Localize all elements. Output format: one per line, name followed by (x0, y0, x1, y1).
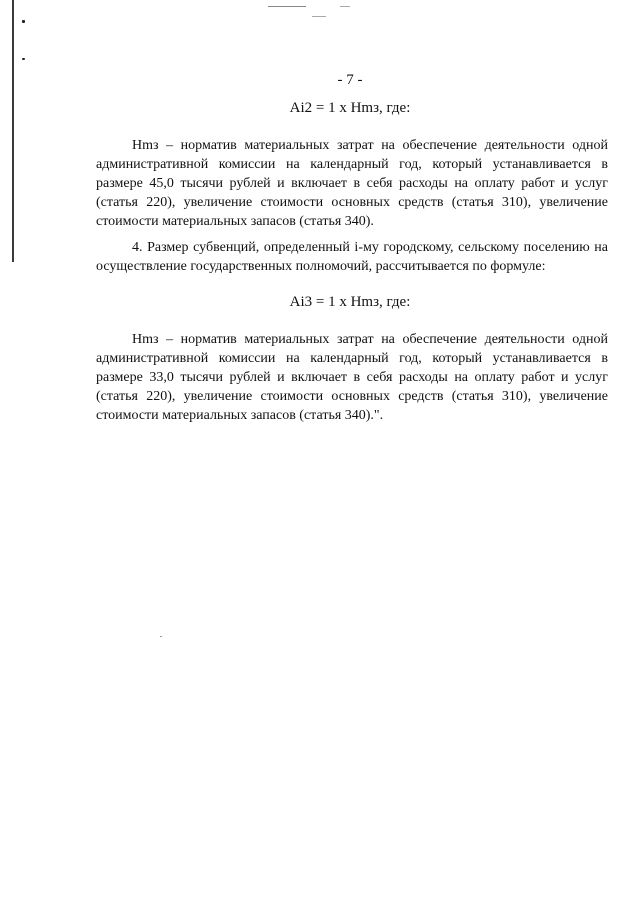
formula-ai2: Ai2 = 1 x Hmз, где: (289, 100, 411, 116)
formula-ai3: Ai3 = 1 x Hmз, где: (289, 294, 411, 310)
scan-speck (160, 636, 162, 637)
paragraph-subvention-size: 4. Размер субвенций, определенный i-му городскому, сельскому поселению на осуществление государственных полномочий, рассчитывается по формуле: (96, 240, 608, 274)
paragraph-norm-33: Hmз – норматив материальных затрат на обеспечение деятельности одной административной комиссии на календарный год, который устанавливается в размере 33,0 тысячи рублей и включает в себя расходы на оплату работ и услуг (статья 220), увеличение стоимости основных средств (статья 310), увеличение стоимости материальных запасов (статья 340).". (96, 332, 608, 423)
scan-noise (340, 6, 350, 7)
scan-noise (312, 16, 326, 17)
scan-noise (268, 6, 306, 7)
scan-binding-edge (12, 0, 14, 262)
scan-speck (22, 58, 25, 60)
scan-speck (22, 20, 25, 23)
page-number: - 7 - (337, 72, 363, 88)
paragraph-norm-45: Hmз – норматив материальных затрат на обеспечение деятельности одной административной комиссии на календарный год, который устанавливается в размере 45,0 тысячи рублей и включает в себя расходы на оплату работ и услуг (статья 220), увеличение стоимости основных средств (статья 310), увеличение стоимости материальных запасов (статья 340). (96, 138, 608, 229)
